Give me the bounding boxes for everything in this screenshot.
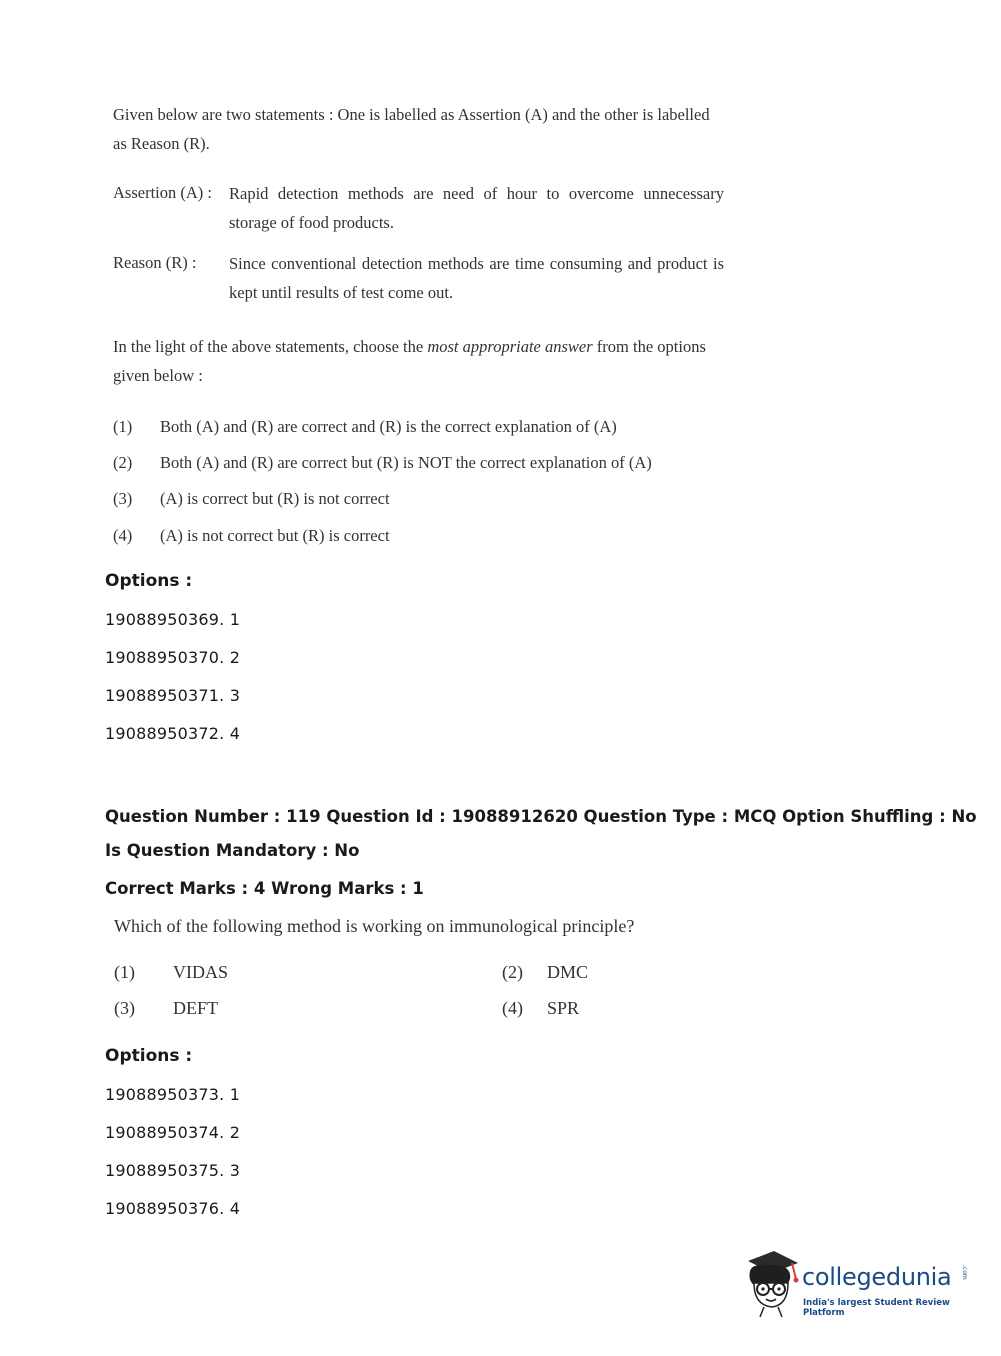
choice-number: (2) (502, 962, 523, 982)
option-id: 19088950375. 3 (105, 1161, 241, 1180)
choice-number: (4) (502, 998, 523, 1018)
choice-number: (3) (113, 489, 133, 508)
mascot-logo-icon (742, 1249, 800, 1319)
choice-text: SPR (547, 998, 580, 1018)
option-id: 19088950376. 4 (105, 1199, 241, 1218)
assertion-label: Assertion (A) : (113, 183, 212, 202)
choice-text: (A) is correct but (R) is not correct (160, 489, 390, 508)
choice-number: (1) (113, 417, 133, 436)
brand-suffix: .com (961, 1265, 968, 1280)
brand-tagline: India's largest Student Review Platform (803, 1298, 950, 1318)
choice-text: DEFT (173, 998, 218, 1018)
choice-number: (3) (114, 998, 135, 1018)
choice-text: Both (A) and (R) are correct but (R) is NOT the correct explanation of (A) (160, 453, 652, 472)
choice-text: Both (A) and (R) are correct and (R) is the correct explanation of (A) (160, 417, 617, 436)
choice-text: VIDAS (173, 962, 229, 982)
choice-text: DMC (547, 962, 589, 982)
question-text: Which of the following method is working on immunological principle? (114, 916, 635, 936)
options-heading: Options : (105, 1046, 193, 1066)
collegedunia-logo (742, 1249, 972, 1321)
question-marks: Correct Marks : 4 Wrong Marks : 1 (105, 879, 424, 898)
option-id: 19088950369. 1 (105, 610, 241, 629)
option-id: 19088950370. 2 (105, 648, 241, 667)
instruction-text: In the light of the above statements, choose the most appropriate answer from the options given below : (113, 337, 706, 385)
choice-number: (2) (113, 453, 133, 472)
statement-intro: Given below are two statements : One is labelled as Assertion (A) and the other is labelled as Reason (R). (113, 105, 710, 153)
option-id: 19088950374. 2 (105, 1123, 241, 1142)
choice-number: (4) (113, 526, 133, 545)
option-id: 19088950373. 1 (105, 1085, 241, 1104)
option-id: 19088950371. 3 (105, 686, 241, 705)
reason-label: Reason (R) : (113, 253, 197, 272)
choice-number: (1) (114, 962, 135, 982)
option-id: 19088950372. 4 (105, 724, 241, 743)
choice-text: (A) is not correct but (R) is correct (160, 526, 390, 545)
question-meta: Question Number : 119 Question Id : 19088912620 Question Type : MCQ Option Shuffling : No (105, 807, 977, 826)
reason-text: Since conventional detection methods are time consuming and product is kept until results of test come out. (229, 254, 724, 302)
assertion-text: Rapid detection methods are need of hour to overcome unnecessary storage of food products. (229, 184, 724, 232)
brand-name: collegedunia (802, 1263, 952, 1291)
options-heading: Options : (105, 571, 193, 591)
question-mandatory: Is Question Mandatory : No (105, 841, 360, 860)
